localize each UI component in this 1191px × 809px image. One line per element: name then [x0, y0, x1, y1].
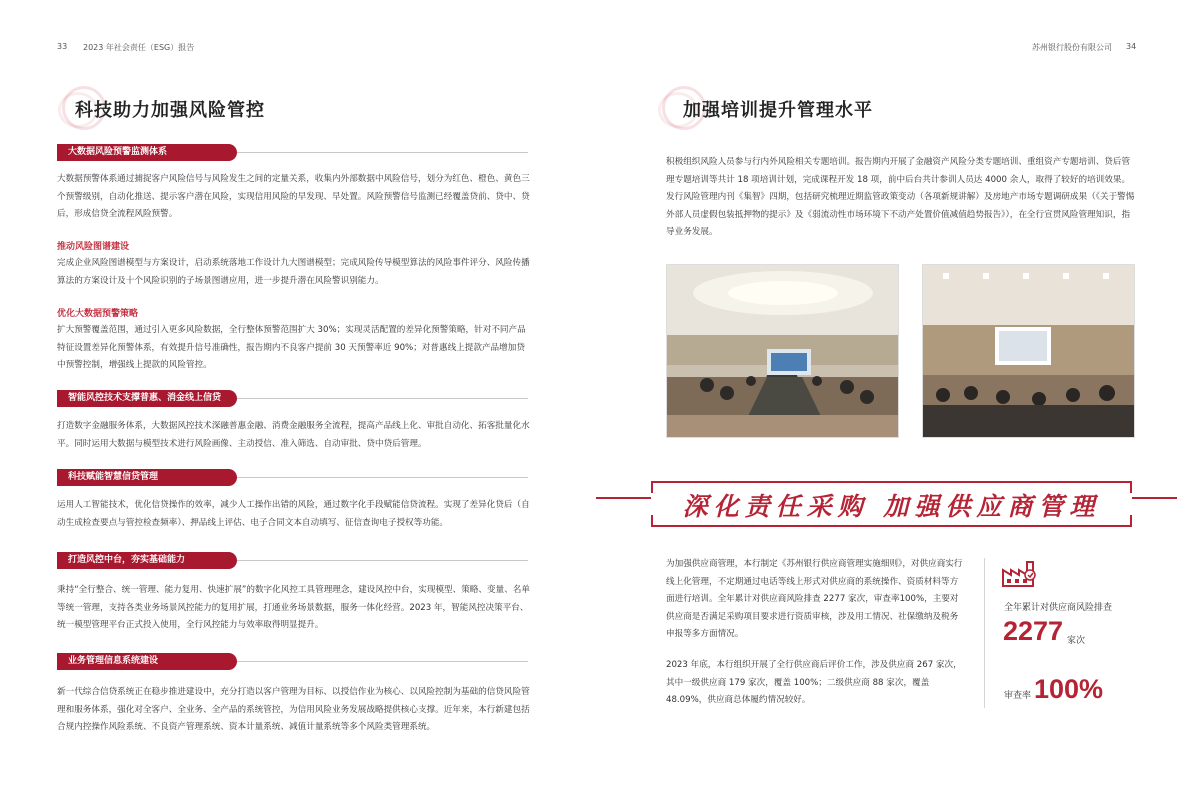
left-section-title: 科技助力加强风险管控	[75, 100, 265, 121]
divider	[237, 152, 528, 153]
right-section-title: 加强培训提升管理水平	[683, 100, 873, 121]
divider	[237, 398, 528, 399]
training-photo-meeting-room	[666, 264, 899, 438]
company-name: 苏州银行股份有限公司	[1032, 43, 1112, 52]
supply-paragraph-1: 为加强供应商管理，本行制定《苏州银行供应商管理实施细则》，对供应商实行线上化管理，不定期通过电话等线上形式对供应商的系统操作、资质材料等方面进行培训。全年累计对供应商风险排查 2277 家次，审查率100%，主要对供应商是否满足采购项目要求进行资质审核，涉及用工情况、社保缴纳及税务申报等多方面情况。	[666, 559, 963, 639]
training-photo-lecture-hall	[922, 264, 1135, 438]
subheading-warning-strategy: 优化大数据预警策略	[57, 309, 139, 319]
section-pill-smart-credit: 科技赋能智慧信贷管理	[57, 469, 237, 486]
report-title: 2023 年社会责任（ESG）报告	[83, 43, 195, 52]
divider	[237, 560, 528, 561]
section-pill-risk-platform: 打造风控中台，夯实基础能力	[57, 552, 237, 569]
banner-heading: 深化责任采购 加强供应商管理	[682, 492, 1101, 521]
banner-line-right	[1132, 497, 1177, 499]
stat-label-risk-screening: 全年累计对供应商风险排查	[1004, 603, 1113, 613]
divider	[237, 477, 528, 478]
stat-label-review-rate: 审查率	[1004, 691, 1032, 701]
paragraph: 新一代综合信贷系统正在稳步推进建设中，充分打造以客户管理为目标、以授信作业为核心、以风险控制为基础的信贷风险管理和服务体系，强化对全客户、全业务、全产品的系统管控，为信用风险业务发展战略提供核心支撑。近年来，本行新建包括合规内控操作风险系统、不良资产管理系统、资本计量系统、减值计量系统等多个风险类管理系统。	[57, 687, 530, 732]
paragraph: 大数据预警体系通过捕捉客户风险信号与风险发生之间的定量关系，收集内外部数据中风险信号，划分为红色、橙色、黄色三个预警级别，自动化推送、提示客户潜在风险，实现信用风险的早发现、早处置。风险预警信号监测已经覆盖贷前、贷中、贷后，形成信贷全流程风险预警。	[57, 174, 530, 219]
paragraph: 打造数字金融服务体系，大数据风控技术深融普惠金融、消费金融服务全流程，提高产品线上化、审批自动化、拓客批量化水平。同时运用大数据与模型技术进行风险画像、主动授信、准入筛选、自动审批、贷中贷后管理。	[57, 421, 530, 449]
paragraph: 秉持“全行整合、统一管理、能力复用、快速扩展”的数字化风控工具管理理念，建设风控中台，实现模型、策略、变量、名单等统一管理，支持各类业务场景风控能力的复用扩展，打通业务场景数据，服务一体化经营。2023 年，智能风控决策平台、统一模型管理平台正式投入使用，全行风控能力与效率取得明显提升。	[57, 585, 530, 630]
section-pill-smart-risk: 智能风控技术支撑普惠、消金线上信贷	[57, 390, 237, 407]
stat-unit-risk-screening: 家次	[1067, 636, 1086, 646]
paragraph: 完成企业风险图谱模型与方案设计，启动系统落地工作设计九大图谱模型；完成风险传导模型算法的风险事件评分、风险传播算法的方案设计及十个风险识别的子场景图谱应用，进一步提升潜在风险警识别能力。	[57, 258, 530, 286]
paragraph: 运用人工智能技术，优化信贷操作的效率，减少人工操作出错的风险，通过数字化手段赋能信贷流程。实现了差异化贷后（自动生成检查要点与管控检查频率）、押品线上评估、电子合同文本自动填写、征信查询电子授权等功能。	[57, 500, 530, 528]
banner-line-left	[596, 497, 651, 499]
supply-paragraph-2: 2023 年底，本行组织开展了全行供应商后评价工作，涉及供应商 267 家次，其中一级供应商 179 家次，覆盖 100%；二级供应商 88 家次，覆盖 48.09%，供应商总体履约情况较好。	[666, 660, 962, 705]
section-pill-risk-warning: 大数据风险预警监测体系	[57, 144, 237, 161]
training-paragraph: 积极组织风险人员参与行内外风险相关专题培训。报告期内开展了金融资产风险分类专题培训、重组资产专题培训、贷后管理专题培训等共计 18 项培训计划，完成课程开发 18 项，前中后台共计参训人员达 4000 余人，取得了较好的培训效果。发行风险管理内刊《集智》四期，包括研究梳理近期监管政策变动（各项新规讲解）及房地产市场专题调研成果（《关于警惕外部人员虚假包装抵押物的提示》及《弱流动性市场环境下不动产处置价值减值趋势报告》），在全行宣贯风险管理知识，指导业务发展。	[666, 157, 1135, 237]
section-pill-mis: 业务管理信息系统建设	[57, 653, 237, 670]
subheading-risk-graph: 推动风险图谱建设	[57, 242, 130, 252]
factory-icon	[1001, 558, 1037, 588]
left-page-number: 33	[57, 42, 68, 51]
stats-divider	[984, 558, 985, 708]
stat-value-review-rate: 100%	[1034, 674, 1104, 704]
right-page-number: 34	[1126, 42, 1137, 51]
divider	[237, 661, 528, 662]
stat-value-risk-screening: 2277	[1003, 616, 1064, 646]
procurement-banner	[651, 481, 1132, 527]
paragraph: 扩大预警覆盖范围，通过引入更多风险数据，全行整体预警范围扩大 30%；实现灵活配置的差异化预警策略，针对不同产品特征设置差异化预警体系，有效提升信号准确性，报告期内不良客户提前 30 天预警率近 90%；对普惠线上提款产品增加贷中预警控制，增强线上提款的风险管控。	[57, 325, 526, 370]
